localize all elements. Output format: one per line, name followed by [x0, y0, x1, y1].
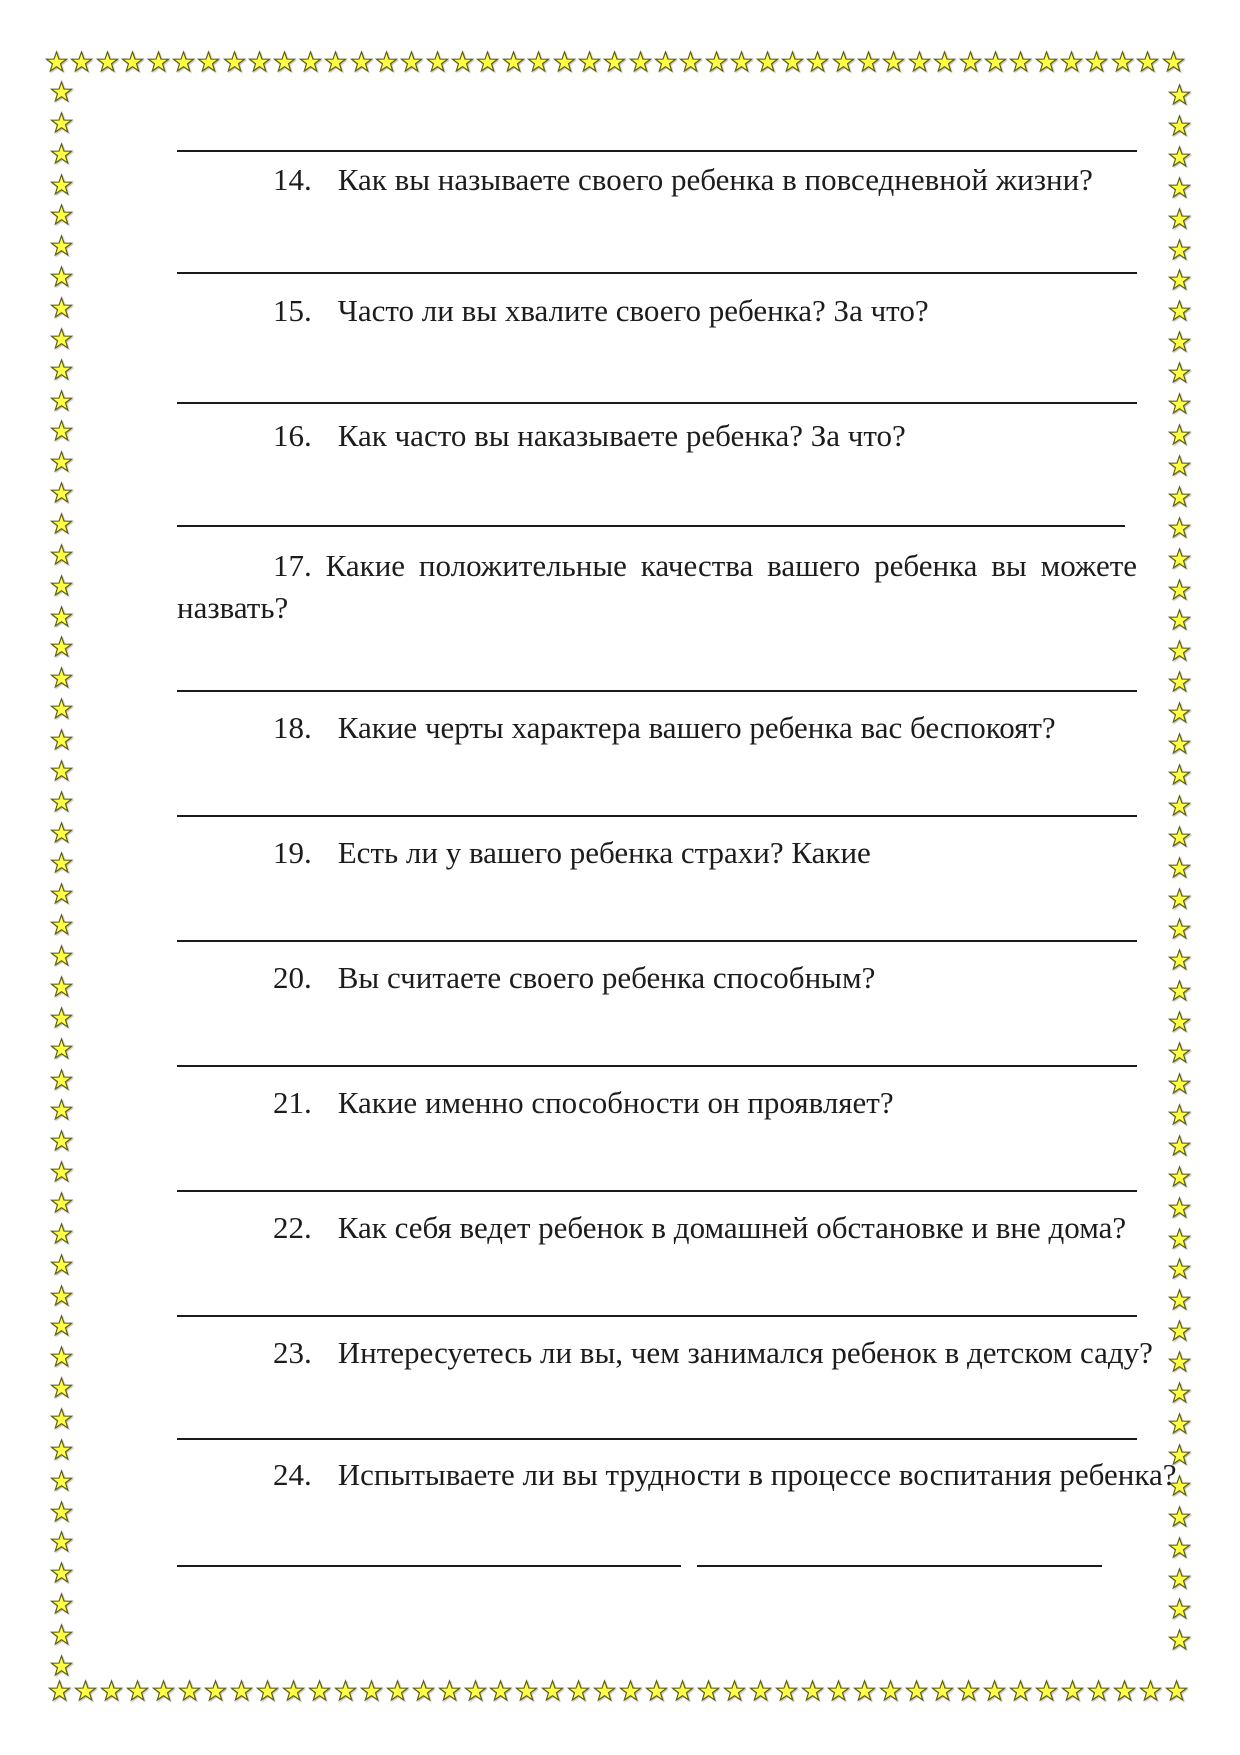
star-icon: [1168, 330, 1191, 353]
question-number: 22.: [273, 1210, 312, 1245]
star-icon: [50, 419, 73, 442]
star-icon: [50, 882, 73, 905]
star-icon: [1168, 639, 1191, 662]
star-icon: [50, 1222, 73, 1245]
star-icon: [50, 1345, 73, 1368]
star-icon: [1168, 361, 1191, 384]
star-icon: [74, 1679, 97, 1702]
star-icon: [50, 265, 73, 288]
question-text: Как себя ведет ребенок в домашней обстановке и вне дома?: [337, 1210, 1127, 1245]
star-icon: [50, 203, 73, 226]
star-icon: [1168, 392, 1191, 415]
question-number: 18.: [273, 710, 312, 745]
star-icon: [1168, 1597, 1191, 1620]
question-text: Как вы называете своего ребенка в повседневной жизни?: [337, 162, 1093, 197]
star-icon: [1168, 1412, 1191, 1435]
star-icon: [50, 1037, 73, 1060]
star-icon: [1168, 1134, 1191, 1157]
question-number: 24.: [273, 1457, 312, 1492]
star-icon: [50, 790, 73, 813]
star-icon: [45, 50, 68, 73]
question-16: [177, 415, 1233, 457]
question-text: Часто ли вы хвалите своего ребенка? За что?: [337, 293, 929, 328]
star-icon: [1168, 670, 1191, 693]
star-icon: [1168, 1288, 1191, 1311]
question-text: Есть ли у вашего ребенка страхи? Какие: [337, 835, 871, 870]
question-text: Вы считаете своего ребенка способным?: [337, 960, 876, 995]
star-icon: [50, 1407, 73, 1430]
star-icon: [1168, 794, 1191, 817]
answer-line-segment: [697, 1565, 1102, 1567]
star-icon: [50, 512, 73, 535]
star-icon: [50, 1098, 73, 1121]
star-icon: [100, 1679, 123, 1702]
star-icon: [50, 450, 73, 473]
star-icon: [50, 1284, 73, 1307]
star-icon: [50, 389, 73, 412]
question-text: Какие положительные качества вашего ребенка вы можете: [325, 548, 1138, 583]
star-icon: [50, 759, 73, 782]
star-icon: [50, 605, 73, 628]
star-icon: [50, 1530, 73, 1553]
answer-line: [177, 690, 1137, 692]
star-icon: [1168, 83, 1191, 106]
star-icon: [1168, 1165, 1191, 1188]
answer-line: [177, 1315, 1137, 1317]
star-icon: [1162, 50, 1185, 73]
star-icon: [1168, 1041, 1191, 1064]
question-20: [177, 957, 1233, 999]
star-icon: [50, 234, 73, 257]
star-icon: [50, 1561, 73, 1584]
star-icon: [1168, 887, 1191, 910]
answer-line: [177, 1438, 1137, 1440]
star-icon: [50, 1500, 73, 1523]
question-number: 15.: [273, 293, 312, 328]
question-24: [177, 1454, 1233, 1496]
question-number: 19.: [273, 835, 312, 870]
star-icon: [50, 1654, 73, 1677]
star-icon: [1139, 1679, 1162, 1702]
star-icon: [50, 80, 73, 103]
star-icon: [50, 296, 73, 319]
star-icon: [50, 574, 73, 597]
question-text-line1: [177, 545, 1137, 587]
star-icon: [50, 913, 73, 936]
star-icon: [50, 358, 73, 381]
star-icon: [50, 1623, 73, 1646]
star-icon: [50, 1253, 73, 1276]
star-icon: [50, 1068, 73, 1091]
questionnaire-content: [177, 0, 1177, 1755]
star-icon: [50, 697, 73, 720]
question-number: 20.: [273, 960, 312, 995]
star-icon: [121, 50, 144, 73]
star-icon: [1168, 917, 1191, 940]
question-17: [177, 545, 1137, 629]
question-number: 23.: [273, 1335, 312, 1370]
star-icon: [50, 173, 73, 196]
answer-line-segment: [177, 1565, 681, 1567]
answer-line: [177, 1065, 1137, 1067]
star-icon: [50, 1469, 73, 1492]
star-icon: [126, 1679, 149, 1702]
question-22: [177, 1207, 1233, 1249]
question-text: Как часто вы наказываете ребенка? За что?: [337, 418, 906, 453]
question-text-line2: назвать?: [177, 590, 289, 625]
star-icon: [1165, 1679, 1188, 1702]
star-icon: [1168, 207, 1191, 230]
answer-line: [177, 150, 1137, 152]
star-icon: [1168, 608, 1191, 631]
star-icon: [1168, 238, 1191, 261]
star-icon: [1168, 1381, 1191, 1404]
question-number: 21.: [273, 1085, 312, 1120]
question-number: 17.: [273, 548, 312, 583]
star-icon: [1168, 485, 1191, 508]
star-icon: [1168, 1010, 1191, 1033]
star-icon: [50, 327, 73, 350]
star-icon: [50, 481, 73, 504]
star-icon: [1168, 114, 1191, 137]
star-icon: [147, 50, 170, 73]
answer-line: [177, 525, 1125, 527]
star-icon: [48, 1679, 71, 1702]
star-icon: [50, 728, 73, 751]
question-15: [177, 290, 1233, 332]
star-icon: [50, 851, 73, 874]
answer-line: [177, 940, 1137, 942]
star-icon: [96, 50, 119, 73]
answer-line: [177, 1190, 1137, 1192]
question-19: [177, 832, 1233, 874]
star-icon: [1168, 763, 1191, 786]
answer-line: [177, 272, 1137, 274]
star-icon: [1168, 547, 1191, 570]
star-icon: [50, 821, 73, 844]
star-icon: [50, 543, 73, 566]
star-icon: [50, 111, 73, 134]
question-text: Какие именно способности он проявляет?: [337, 1085, 894, 1120]
star-icon: [50, 975, 73, 998]
star-icon: [70, 50, 93, 73]
question-23: [177, 1332, 1233, 1374]
star-icon: [152, 1679, 175, 1702]
question-18: [177, 707, 1233, 749]
answer-line: [177, 402, 1137, 404]
star-icon: [1168, 1628, 1191, 1651]
star-icon: [50, 1376, 73, 1399]
star-icon: [50, 666, 73, 689]
star-border-left: [50, 80, 73, 1677]
star-icon: [1168, 578, 1191, 601]
star-icon: [1168, 1567, 1191, 1590]
star-icon: [50, 142, 73, 165]
answer-line: [177, 815, 1137, 817]
question-text: Испытываете ли вы трудности в процессе воспитания ребенка?: [337, 1457, 1177, 1492]
star-icon: [50, 1314, 73, 1337]
star-icon: [50, 635, 73, 658]
star-icon: [50, 1129, 73, 1152]
question-number: 14.: [273, 162, 312, 197]
star-icon: [50, 1592, 73, 1615]
star-icon: [50, 1006, 73, 1029]
question-number: 16.: [273, 418, 312, 453]
star-icon: [1168, 516, 1191, 539]
star-icon: [50, 1160, 73, 1183]
question-21: [177, 1082, 1233, 1124]
question-14: [177, 159, 1233, 201]
star-icon: [1136, 50, 1159, 73]
question-text: Интересуетесь ли вы, чем занимался ребенок в детском саду?: [337, 1335, 1153, 1370]
star-icon: [1168, 268, 1191, 291]
star-icon: [50, 1191, 73, 1214]
star-icon: [1168, 1505, 1191, 1528]
star-icon: [1168, 1257, 1191, 1280]
question-text: Какие черты характера вашего ребенка вас беспокоят?: [337, 710, 1056, 745]
star-icon: [1168, 1536, 1191, 1559]
star-icon: [50, 944, 73, 967]
star-icon: [1168, 454, 1191, 477]
star-icon: [50, 1438, 73, 1461]
